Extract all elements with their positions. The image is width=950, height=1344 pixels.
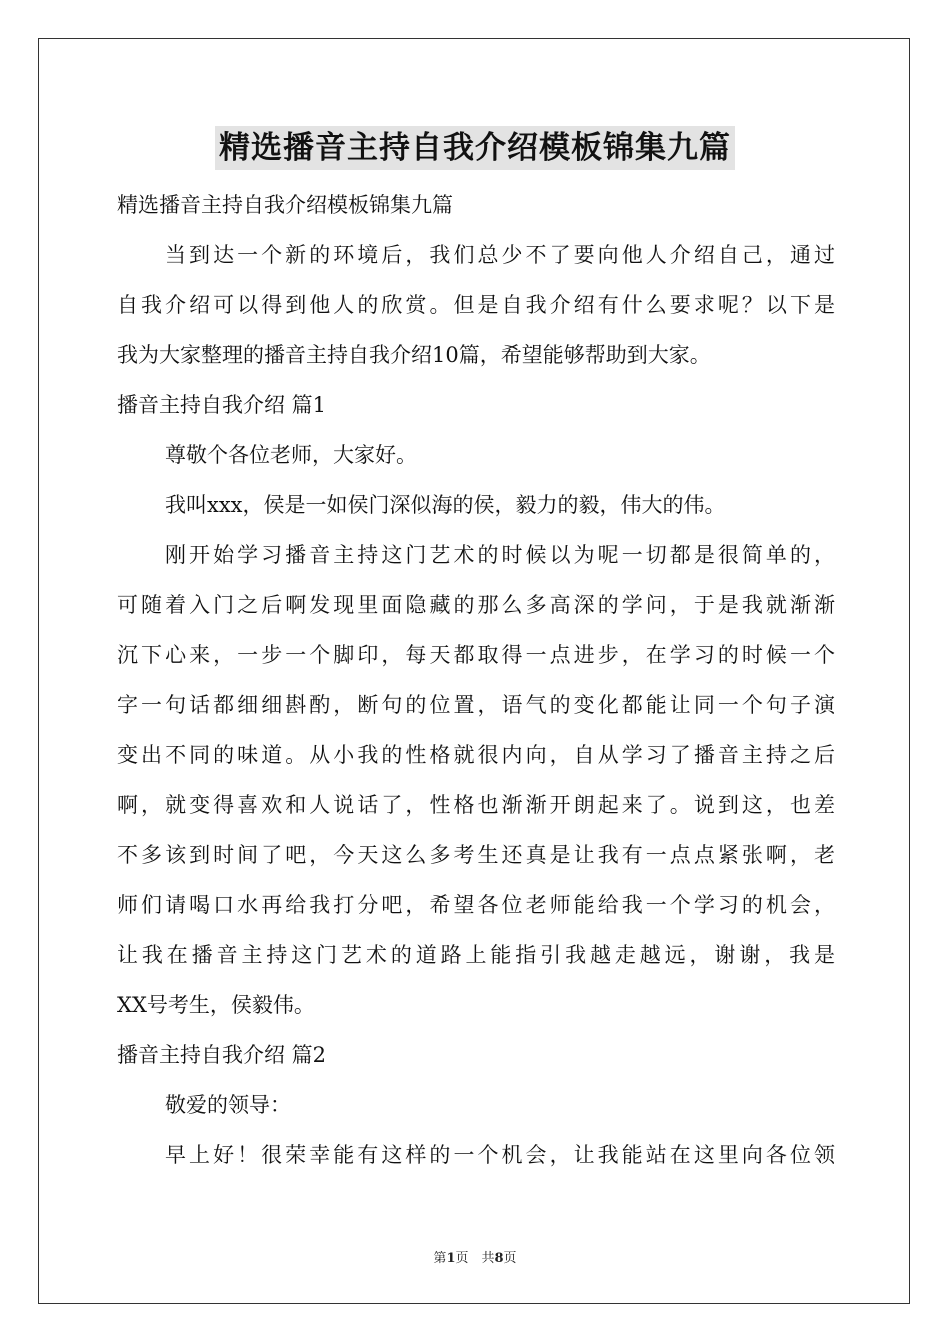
- text-line: 自我介绍可以得到他人的欣赏。但是自我介绍有什么要求呢？以下是: [117, 293, 835, 317]
- text-line: 早上好！很荣幸能有这样的一个机会，让我能站在这里向各位领: [165, 1143, 835, 1167]
- text-line: 让我在播音主持这门艺术的道路上能指引我越走越远，谢谢，我是: [117, 943, 835, 967]
- text-line: 精选播音主持自我介绍模板锦集九篇: [117, 193, 453, 217]
- text-line: 字一句话都细细斟酌，断句的位置，语气的变化都能让同一个句子演: [117, 693, 835, 717]
- text-line: 播音主持自我介绍 篇1: [117, 393, 327, 417]
- footer-mid: 页 共: [455, 1251, 495, 1266]
- text-line: 敬爱的领导：: [165, 1093, 291, 1117]
- text-line: 播音主持自我介绍 篇2: [117, 1043, 327, 1067]
- text-line: 啊，就变得喜欢和人说话了，性格也渐渐开朗起来了。说到这，也差: [117, 793, 835, 817]
- text-line: 我叫xxx，侯是一如侯门深似海的侯，毅力的毅，伟大的伟。: [165, 493, 726, 517]
- document-title: 精选播音主持自我介绍模板锦集九篇: [215, 126, 735, 170]
- text-line: 当到达一个新的环境后，我们总少不了要向他人介绍自己，通过: [165, 243, 835, 267]
- text-line: 变出不同的味道。从小我的性格就很内向，自从学习了播音主持之后: [117, 743, 835, 767]
- footer-suffix: 页: [503, 1251, 517, 1266]
- page-footer: [0, 1247, 950, 1266]
- footer-prefix: 第: [433, 1251, 447, 1266]
- text-line: 可随着入门之后啊发现里面隐藏的那么多高深的学问，于是我就渐渐: [117, 593, 835, 617]
- footer-page-number: 1: [446, 1251, 456, 1266]
- text-line: 我为大家整理的播音主持自我介绍10篇，希望能够帮助到大家。: [117, 343, 711, 367]
- text-line: XX号考生，侯毅伟。: [117, 993, 315, 1017]
- text-line: 沉下心来，一步一个脚印，每天都取得一点进步，在学习的时候一个: [117, 643, 835, 667]
- text-line: 尊敬个各位老师，大家好。: [165, 443, 417, 467]
- document-body: [117, 180, 835, 1180]
- text-line: 刚开始学习播音主持这门艺术的时候以为呢一切都是很简单的，: [165, 543, 835, 567]
- footer-total-pages: 8: [494, 1251, 504, 1266]
- title-wrap: [0, 126, 950, 170]
- text-line: 师们请喝口水再给我打分吧，希望各位老师能给我一个学习的机会，: [117, 893, 835, 917]
- text-line: 不多该到时间了吧，今天这么多考生还真是让我有一点点紧张啊，老: [117, 843, 835, 867]
